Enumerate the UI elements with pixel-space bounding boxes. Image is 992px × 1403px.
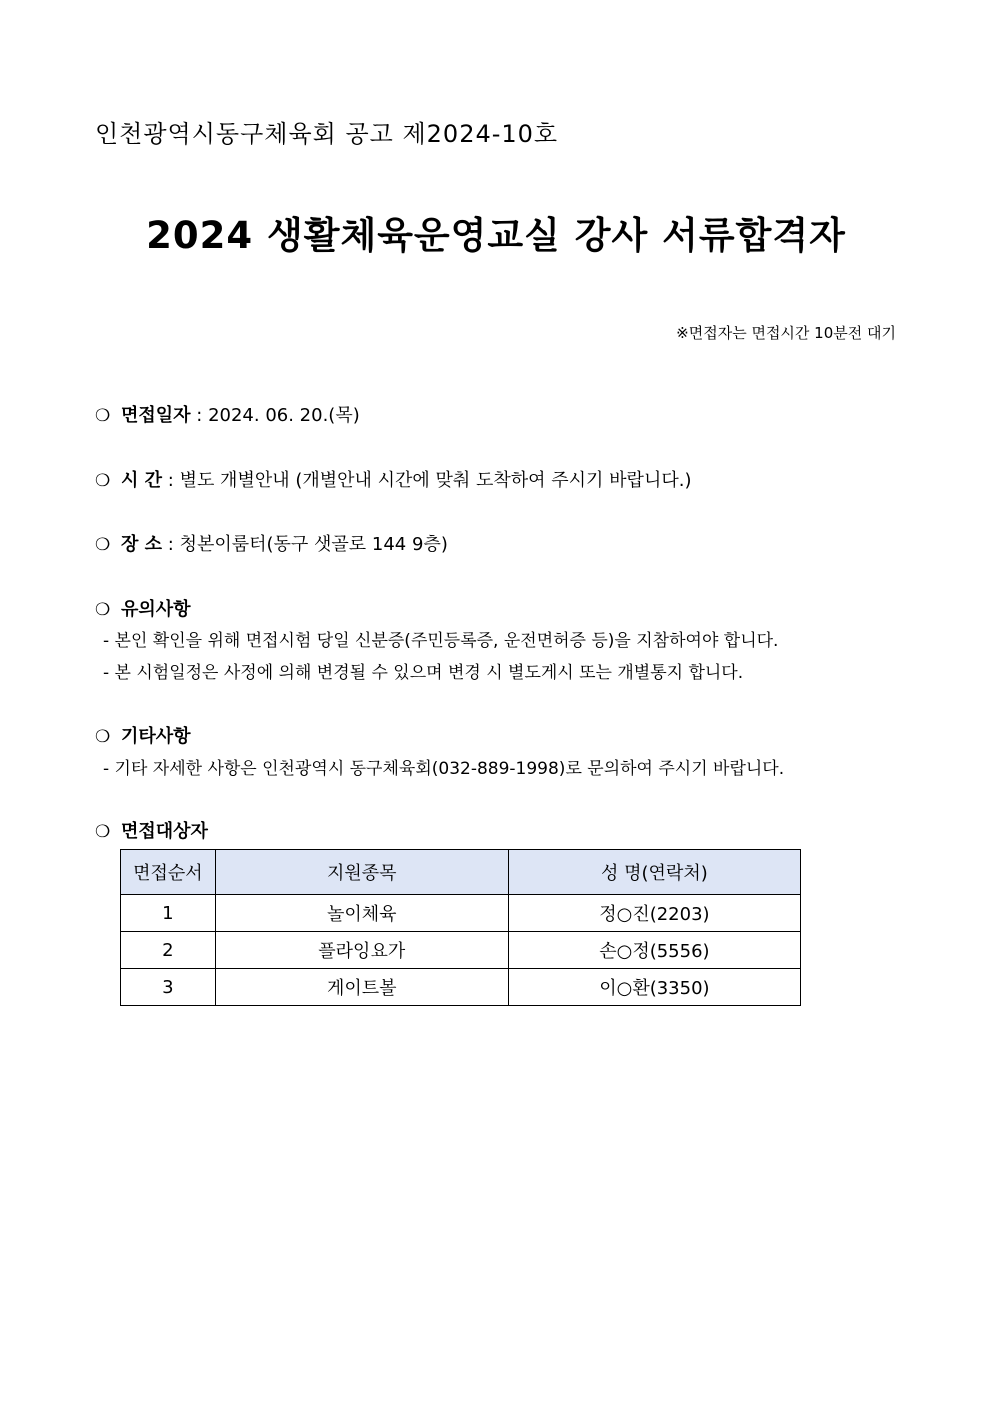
interview-place-sep: : <box>162 534 180 555</box>
interview-date-label: 면접일자 <box>121 405 191 426</box>
interview-place-label: 장 소 <box>121 534 163 555</box>
cell-sport: 놀이체육 <box>215 895 508 932</box>
column-header-order: 면접순서 <box>121 850 216 895</box>
cell-name: 이○환(3350) <box>508 969 800 1006</box>
circle-bullet-icon: ❍ <box>95 535 111 555</box>
table-row <box>121 932 801 969</box>
cell-order: 3 <box>121 969 216 1006</box>
notice-number: 인천광역시동구체육회 공고 제2024-10호 <box>95 120 559 148</box>
interview-time-sep: : <box>162 470 180 491</box>
others-line-1: - 기타 자세한 사항은 인천광역시 동구체육회(032-889-1998)로 문의하여 주시기 바랍니다. <box>103 759 785 779</box>
interview-date-value: 2024. 06. 20.(목) <box>208 405 360 426</box>
cell-sport: 게이트볼 <box>215 969 508 1006</box>
interview-time-label: 시 간 <box>121 470 163 491</box>
interview-time-item <box>95 466 691 492</box>
roster-heading: ❍ 면접대상자 <box>95 821 208 842</box>
circle-bullet-icon: ❍ <box>95 471 111 491</box>
interview-place-value: 청본이룸터(동구 샛골로 144 9층) <box>179 534 448 555</box>
column-header-sport: 지원종목 <box>215 850 508 895</box>
page-title: 2024 생활체육운영교실 강사 서류합격자 <box>146 214 846 257</box>
interview-place-item <box>95 530 448 556</box>
interview-date-sep: : <box>190 405 209 426</box>
table-row <box>121 969 801 1006</box>
interview-time-value: 별도 개별안내 (개별안내 시간에 맞춰 도착하여 주시기 바랍니다.) <box>179 470 692 491</box>
circle-bullet-icon: ❍ <box>95 822 111 842</box>
cell-name: 손○정(5556) <box>508 932 800 969</box>
cell-sport: 플라잉요가 <box>215 932 508 969</box>
table-header-row <box>121 850 801 895</box>
cell-order: 2 <box>121 932 216 969</box>
cell-name: 정○진(2203) <box>508 895 800 932</box>
circle-bullet-icon: ❍ <box>95 406 111 426</box>
column-header-name: 성 명(연락처) <box>508 850 800 895</box>
others-heading: ❍ 기타사항 <box>95 726 191 747</box>
interview-note: ※면접자는 면접시간 10분전 대기 <box>676 324 896 342</box>
interview-date-item <box>95 401 360 427</box>
precaution-line-2: - 본 시험일정은 사정에 의해 변경될 수 있으며 변경 시 별도게시 또는 개별통지 합니다. <box>103 663 744 683</box>
circle-bullet-icon: ❍ <box>95 727 111 747</box>
precautions-heading: ❍ 유의사항 <box>95 599 191 620</box>
precaution-line-1: - 본인 확인을 위해 면접시험 당일 신분증(주민등록증, 운전면허증 등)을 지참하여야 합니다. <box>103 631 779 651</box>
cell-order: 1 <box>121 895 216 932</box>
interviewee-table <box>120 849 801 1006</box>
table-row <box>121 895 801 932</box>
circle-bullet-icon: ❍ <box>95 600 111 620</box>
